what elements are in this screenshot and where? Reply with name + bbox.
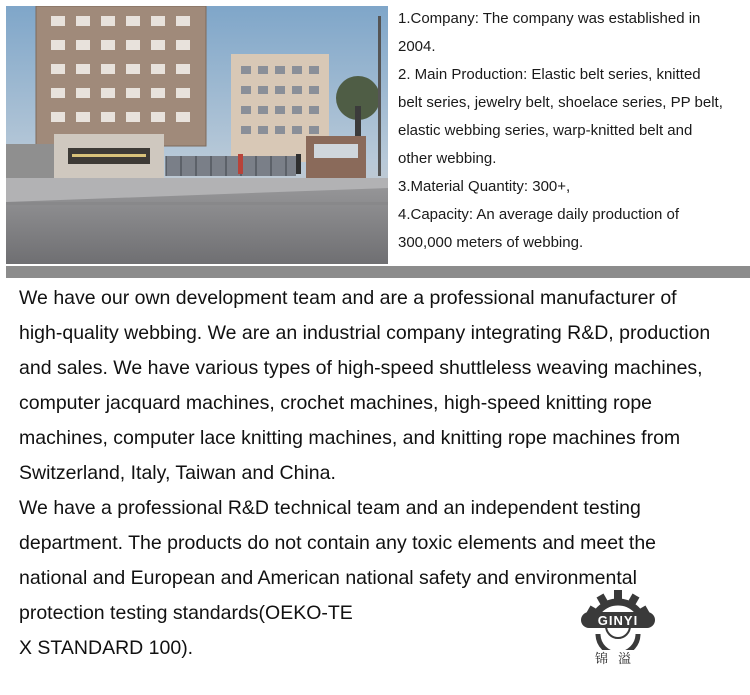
factory-photo xyxy=(6,6,388,264)
fact-line: 1.Company: The company was established in xyxy=(398,10,701,27)
text-line: We have a professional R&D technical team and an independent testing xyxy=(19,497,641,519)
paragraph-development-team xyxy=(19,281,744,491)
fact-line: 300,000 meters of webbing. xyxy=(398,234,584,251)
section-divider xyxy=(6,266,750,278)
text-line: and sales. We have various types of high-speed shuttleless weaving machines, xyxy=(19,357,703,379)
logo-chinese-name: 锦溢 xyxy=(594,652,641,667)
fact-capacity xyxy=(398,201,743,257)
fact-established xyxy=(398,5,743,61)
fact-line: 2004. xyxy=(398,38,436,55)
text-line: computer jacquard machines, crochet machines, high-speed knitting rope xyxy=(19,392,653,414)
fact-line: 4.Capacity: An average daily production of xyxy=(398,206,680,223)
company-facts-list xyxy=(398,5,743,257)
text-line: national and European and American national safety and environmental xyxy=(19,567,637,589)
fact-line: 3.Material Quantity: 300+, xyxy=(398,178,571,195)
fact-line: belt series, jewelry belt, shoelace series, PP belt, xyxy=(398,94,723,111)
text-line: protection testing standards(OEKO-TE xyxy=(19,602,353,624)
fact-material-quantity xyxy=(398,173,743,201)
fact-main-production xyxy=(398,61,743,173)
text-line: Switzerland, Italy, Taiwan and China. xyxy=(19,462,336,484)
fact-line: other webbing. xyxy=(398,150,497,167)
logo-wordmark: GINYI xyxy=(597,613,639,628)
text-line: high-quality webbing. We are an industrial company integrating R&D, production xyxy=(19,322,711,344)
text-line: machines, computer lace knitting machines, and knitting rope machines from xyxy=(19,427,681,449)
fact-line: 2. Main Production: Elastic belt series, knitted xyxy=(398,66,701,83)
fact-line: elastic webbing series, warp-knitted belt and xyxy=(398,122,693,139)
text-line: We have our own development team and are a professional manufacturer of xyxy=(19,287,677,309)
text-line: X STANDARD 100). xyxy=(19,637,194,659)
ginyi-logo xyxy=(578,590,658,672)
text-line: department. The products do not contain any toxic elements and meet the xyxy=(19,532,657,554)
